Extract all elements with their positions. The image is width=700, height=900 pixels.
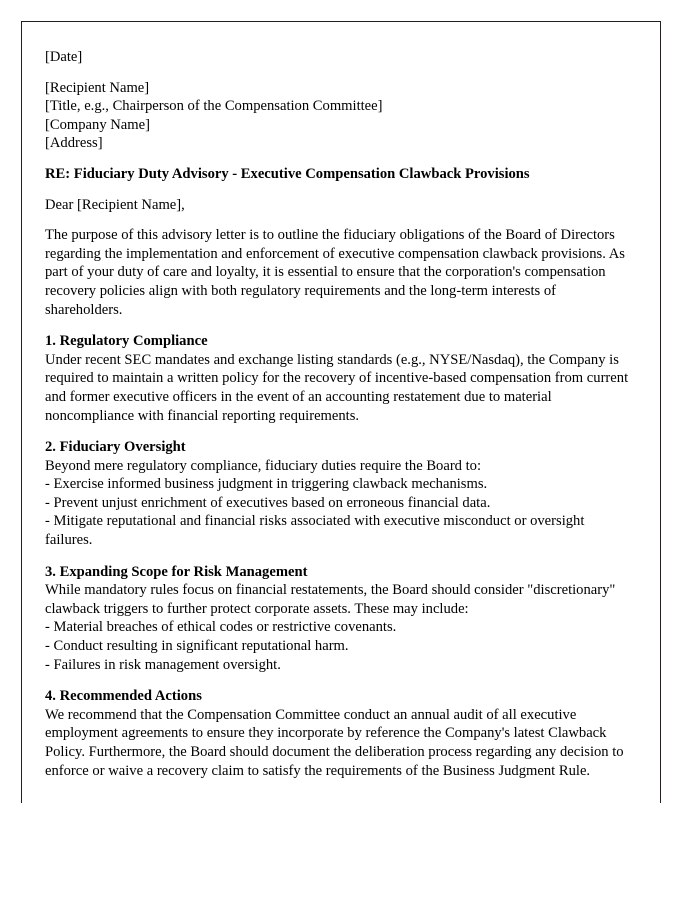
- spacer: [45, 425, 633, 438]
- recipient-name: [Recipient Name]: [45, 79, 150, 96]
- section-1-body: Under recent SEC mandates and exchange listing standards (e.g., NYSE/Nasdaq), the Company is required to maintain a written policy for the recovery of incentive-based compensation from current and former executive officers in the event of an accounting restatement due to material noncompliance with financial reporting requirements.: [45, 351, 629, 424]
- section-2-bullet: - Exercise informed business judgment in triggering clawback mechanisms.: [45, 476, 488, 493]
- section-1-heading: 1. Regulatory Compliance: [45, 333, 208, 350]
- spacer: [45, 67, 633, 79]
- section-3-bullet: - Material breaches of ethical codes or restrictive covenants.: [45, 619, 397, 636]
- spacer: [45, 153, 633, 165]
- recipient-address: [Address]: [45, 135, 103, 152]
- section-3-bullet: - Failures in risk management oversight.: [45, 656, 281, 673]
- section-4-body: We recommend that the Compensation Committee conduct an annual audit of all executive employment agreements to ensure they incorporate by reference the Company's latest Clawback Policy. Furthermore, the Board should document the deliberation process regarding any decision to enforce or waive a recovery claim to satisfy the requirements of the Business Judgment Rule.: [45, 706, 624, 779]
- section-2-heading: 2. Fiduciary Oversight: [45, 439, 186, 456]
- document-body: [45, 48, 633, 780]
- section-2-bullet: - Mitigate reputational and financial risks associated with executive misconduct or oversight failures.: [45, 513, 585, 549]
- section-3-heading: 3. Expanding Scope for Risk Management: [45, 563, 308, 580]
- section-3-bullet: - Conduct resulting in significant reputational harm.: [45, 638, 349, 655]
- intro-paragraph: The purpose of this advisory letter is to outline the fiduciary obligations of the Board of Directors regarding the implementation and enforcement of executive compensation clawback provisions. As part of your duty of care and loyalty, it is essential to ensure that the corporation's compensation recovery policies align with both regulatory requirements and the long-term interests of shareholders.: [45, 227, 625, 318]
- section-4-heading: 4. Recommended Actions: [45, 688, 202, 705]
- subject-line: RE: Fiduciary Duty Advisory - Executive Compensation Clawback Provisions: [45, 165, 530, 182]
- recipient-company: [Company Name]: [45, 116, 150, 133]
- spacer: [45, 184, 633, 196]
- section-2-bullet: - Prevent unjust enrichment of executives based on erroneous financial data.: [45, 494, 491, 511]
- section-2-body: Beyond mere regulatory compliance, fiduciary duties require the Board to:: [45, 457, 482, 474]
- spacer: [45, 550, 633, 563]
- recipient-title: [Title, e.g., Chairperson of the Compensation Committee]: [45, 98, 383, 115]
- spacer: [45, 674, 633, 687]
- section-3-body: While mandatory rules focus on financial restatements, the Board should consider "discretionary" clawback triggers to further protect corporate assets. These may include:: [45, 582, 616, 617]
- spacer: [45, 214, 633, 226]
- spacer: [45, 319, 633, 332]
- salutation: Dear [Recipient Name],: [45, 196, 185, 213]
- date-placeholder: [Date]: [45, 49, 83, 65]
- document-page: [21, 21, 661, 803]
